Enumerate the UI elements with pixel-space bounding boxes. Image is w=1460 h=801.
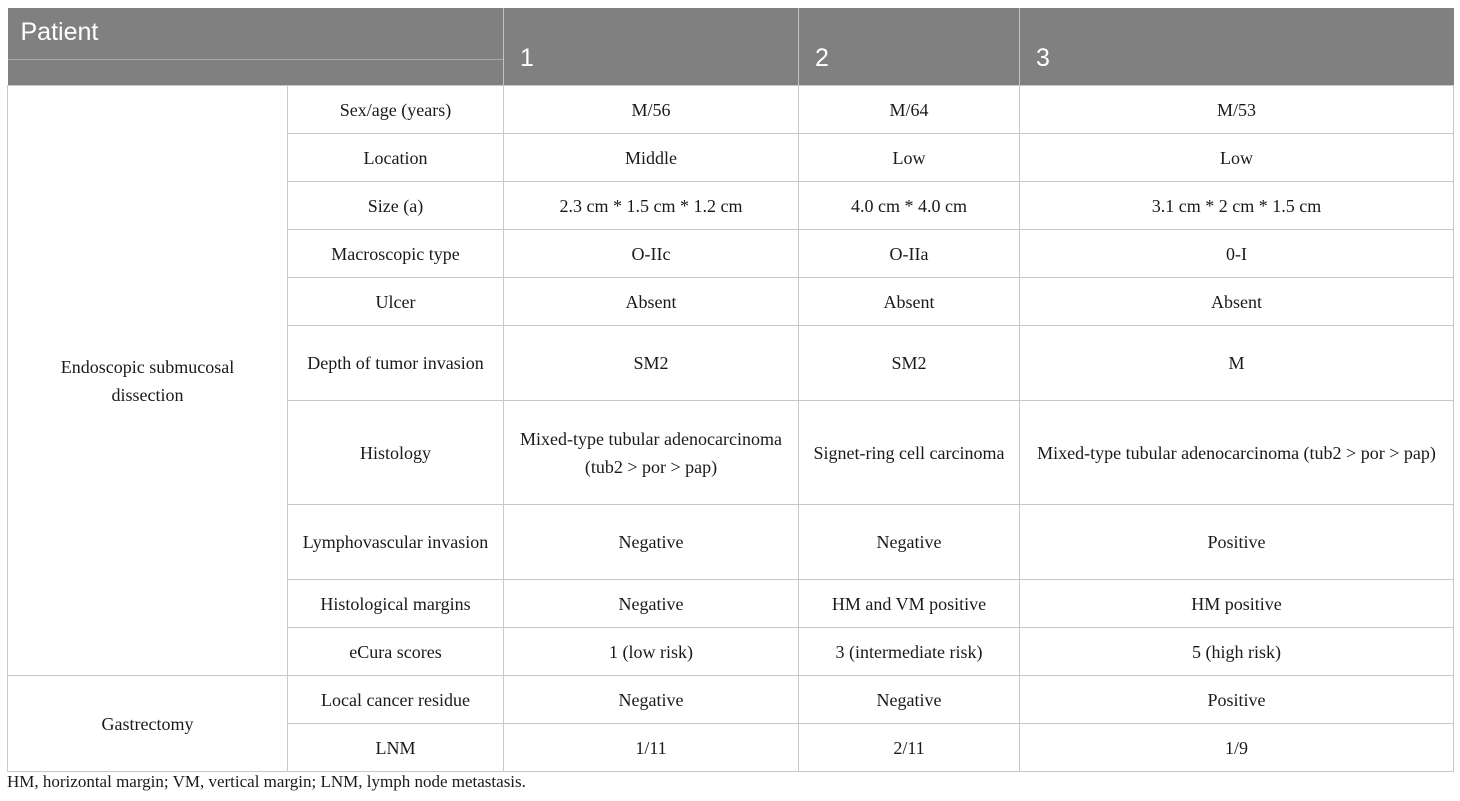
table-cell: M/64 — [799, 86, 1020, 134]
table-cell: Negative — [504, 505, 799, 580]
table-cell: Low — [799, 134, 1020, 182]
table-cell: Low — [1020, 134, 1454, 182]
table-cell: Negative — [504, 676, 799, 724]
row-label: Histology — [288, 401, 504, 505]
table-cell: Absent — [504, 278, 799, 326]
table-cell: O-IIc — [504, 230, 799, 278]
table-footnote: HM, horizontal margin; VM, vertical margin; LNM, lymph node metastasis. — [7, 772, 526, 791]
patient-column-1: 1 — [504, 8, 799, 86]
table-cell: 3.1 cm * 2 cm * 1.5 cm — [1020, 182, 1454, 230]
patient-column-2: 2 — [799, 8, 1020, 86]
table-body — [8, 86, 1454, 772]
row-label: Macroscopic type — [288, 230, 504, 278]
table-row — [8, 676, 1454, 724]
row-label: LNM — [288, 724, 504, 772]
row-label: Local cancer residue — [288, 676, 504, 724]
table-row — [8, 86, 1454, 134]
group-label-gastrectomy: Gastrectomy — [8, 676, 288, 772]
table-cell: 0-I — [1020, 230, 1454, 278]
table-header — [8, 8, 1454, 86]
table-cell: 2.3 cm * 1.5 cm * 1.2 cm — [504, 182, 799, 230]
header-row — [8, 8, 1454, 86]
table-cell: HM and VM positive — [799, 580, 1020, 628]
table-cell: Absent — [1020, 278, 1454, 326]
table-cell: Mixed-type tubular adenocarcinoma (tub2 > por > pap) — [1020, 401, 1454, 505]
table-cell: SM2 — [799, 326, 1020, 401]
group-label-esd: Endoscopic submucosal dissection — [8, 86, 288, 676]
table-cell: 5 (high risk) — [1020, 628, 1454, 676]
table-cell: M/53 — [1020, 86, 1454, 134]
table-cell: Positive — [1020, 676, 1454, 724]
table-cell: 4.0 cm * 4.0 cm — [799, 182, 1020, 230]
row-label: Sex/age (years) — [288, 86, 504, 134]
row-label: Ulcer — [288, 278, 504, 326]
row-label: Histological margins — [288, 580, 504, 628]
data-table — [7, 8, 1454, 772]
patient-header-label: Patient — [20, 18, 99, 46]
table-cell: Absent — [799, 278, 1020, 326]
table-cell: Positive — [1020, 505, 1454, 580]
table-cell: Middle — [504, 134, 799, 182]
table-cell: 3 (intermediate risk) — [799, 628, 1020, 676]
table-cell: M — [1020, 326, 1454, 401]
table-cell: M/56 — [504, 86, 799, 134]
patient-header — [8, 8, 504, 86]
table-cell: 1/11 — [504, 724, 799, 772]
row-label: Location — [288, 134, 504, 182]
header-divider — [8, 59, 504, 60]
table-cell: O-IIa — [799, 230, 1020, 278]
table-cell: Mixed-type tubular adenocarcinoma (tub2 > por > pap) — [504, 401, 799, 505]
table-cell: 1 (low risk) — [504, 628, 799, 676]
table-cell: Signet-ring cell carcinoma — [799, 401, 1020, 505]
table-cell: Negative — [799, 505, 1020, 580]
table-cell: 2/11 — [799, 724, 1020, 772]
row-label: Lymphovascular invasion — [288, 505, 504, 580]
row-label: eCura scores — [288, 628, 504, 676]
table-cell: 1/9 — [1020, 724, 1454, 772]
table-cell: HM positive — [1020, 580, 1454, 628]
table-cell: SM2 — [504, 326, 799, 401]
patient-column-3: 3 — [1020, 8, 1454, 86]
row-label: Depth of tumor invasion — [288, 326, 504, 401]
table-cell: Negative — [504, 580, 799, 628]
table-cell: Negative — [799, 676, 1020, 724]
row-label: Size (a) — [288, 182, 504, 230]
